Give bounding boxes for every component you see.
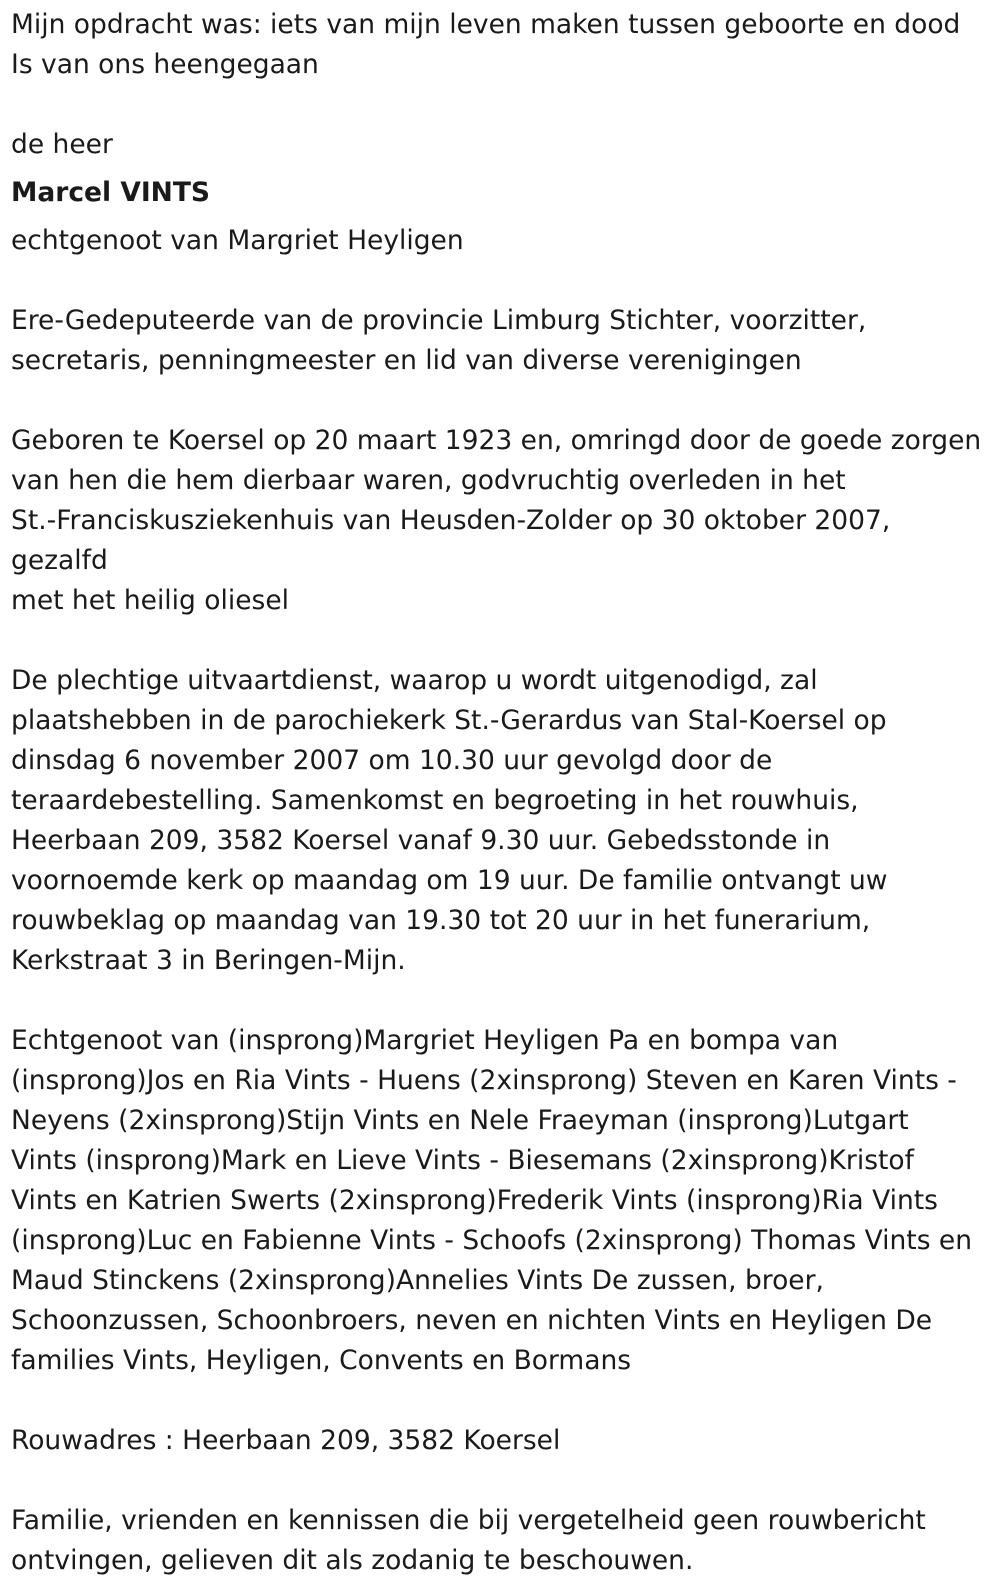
salutation: de heer [11,129,113,160]
mourning-address: Rouwadres : Heerbaan 209, 3582 Koersel [11,1425,561,1456]
titles-paragraph: Ere-Gedeputeerde van de provincie Limburg Stichter, voorzitter, secretaris, penningmeester en lid van diverse verenigingen [11,305,867,376]
spacer [11,1381,991,1421]
spacer [11,981,991,1021]
spouse-line: echtgenoot van Margriet Heyligen [11,225,464,256]
family-paragraph: Echtgenoot van (insprong)Margriet Heyligen Pa en bompa van (insprong)Jos en Ria Vints - Huens (2xinsprong) Steven en Karen Vints - Neyens (2xinsprong)Stijn Vints en Nele Fraeyman (insprong)Lutgart Vints (insprong)Mark en Lieve Vints - Biesemans (2xinsprong)Kristof Vints en Katrien Swerts (2xinsprong)Frederik Vints (insprong)Ria Vints (insprong)Luc en Fabienne Vints - Schoofs (2xinsprong) Thomas Vints en Maud Stinckens (2xinsprong)Annelies Vints De zussen, broer, Schoonzussen, Schoonbroers, neven en nichten Vints en Heyligen De families Vints, Heyligen, Convents en Bormans [11,1025,973,1376]
spacer [11,261,991,301]
spacer [11,621,991,661]
opening-line-1: Mijn opdracht was: iets van mijn leven maken tussen geboorte en dood [11,9,961,40]
opening-line-2: Is van ons heengegaan [11,49,319,80]
funeral-paragraph: De plechtige uitvaartdienst, waarop u wordt uitgenodigd, zal plaatshebben in de parochiekerk St.-Gerardus van Stal-Koersel op dinsdag 6 november 2007 om 10.30 uur gevolgd door de teraardebestelling. Samenkomst en begroeting in het rouwhuis, Heerbaan 209, 3582 Koersel vanaf 9.30 uur. Gebedsstonde in voornoemde kerk op maandag om 19 uur. De familie ontvangt uw rouwbeklag op maandag van 19.30 tot 20 uur in het funerarium, Kerkstraat 3 in Beringen-Mijn. [11,665,888,976]
death-notice [11,5,991,1581]
spacer [11,85,991,125]
spacer [11,1461,991,1501]
spacer [11,381,991,421]
deceased-name: Marcel VINTS [11,177,211,208]
closing-paragraph: Familie, vrienden en kennissen die bij vergetelheid geen rouwbericht ontvingen, gelieven dit als zodanig te beschouwen. [11,1505,926,1576]
birth-death-paragraph: Geboren te Koersel op 20 maart 1923 en, omringd door de goede zorgen van hen die hem dierbaar waren, godvruchtig overleden in het St.-Franciskusziekenhuis van Heusden-Zolder op 30 oktober 2007, gezalfd met het heilig oliesel [11,425,982,616]
